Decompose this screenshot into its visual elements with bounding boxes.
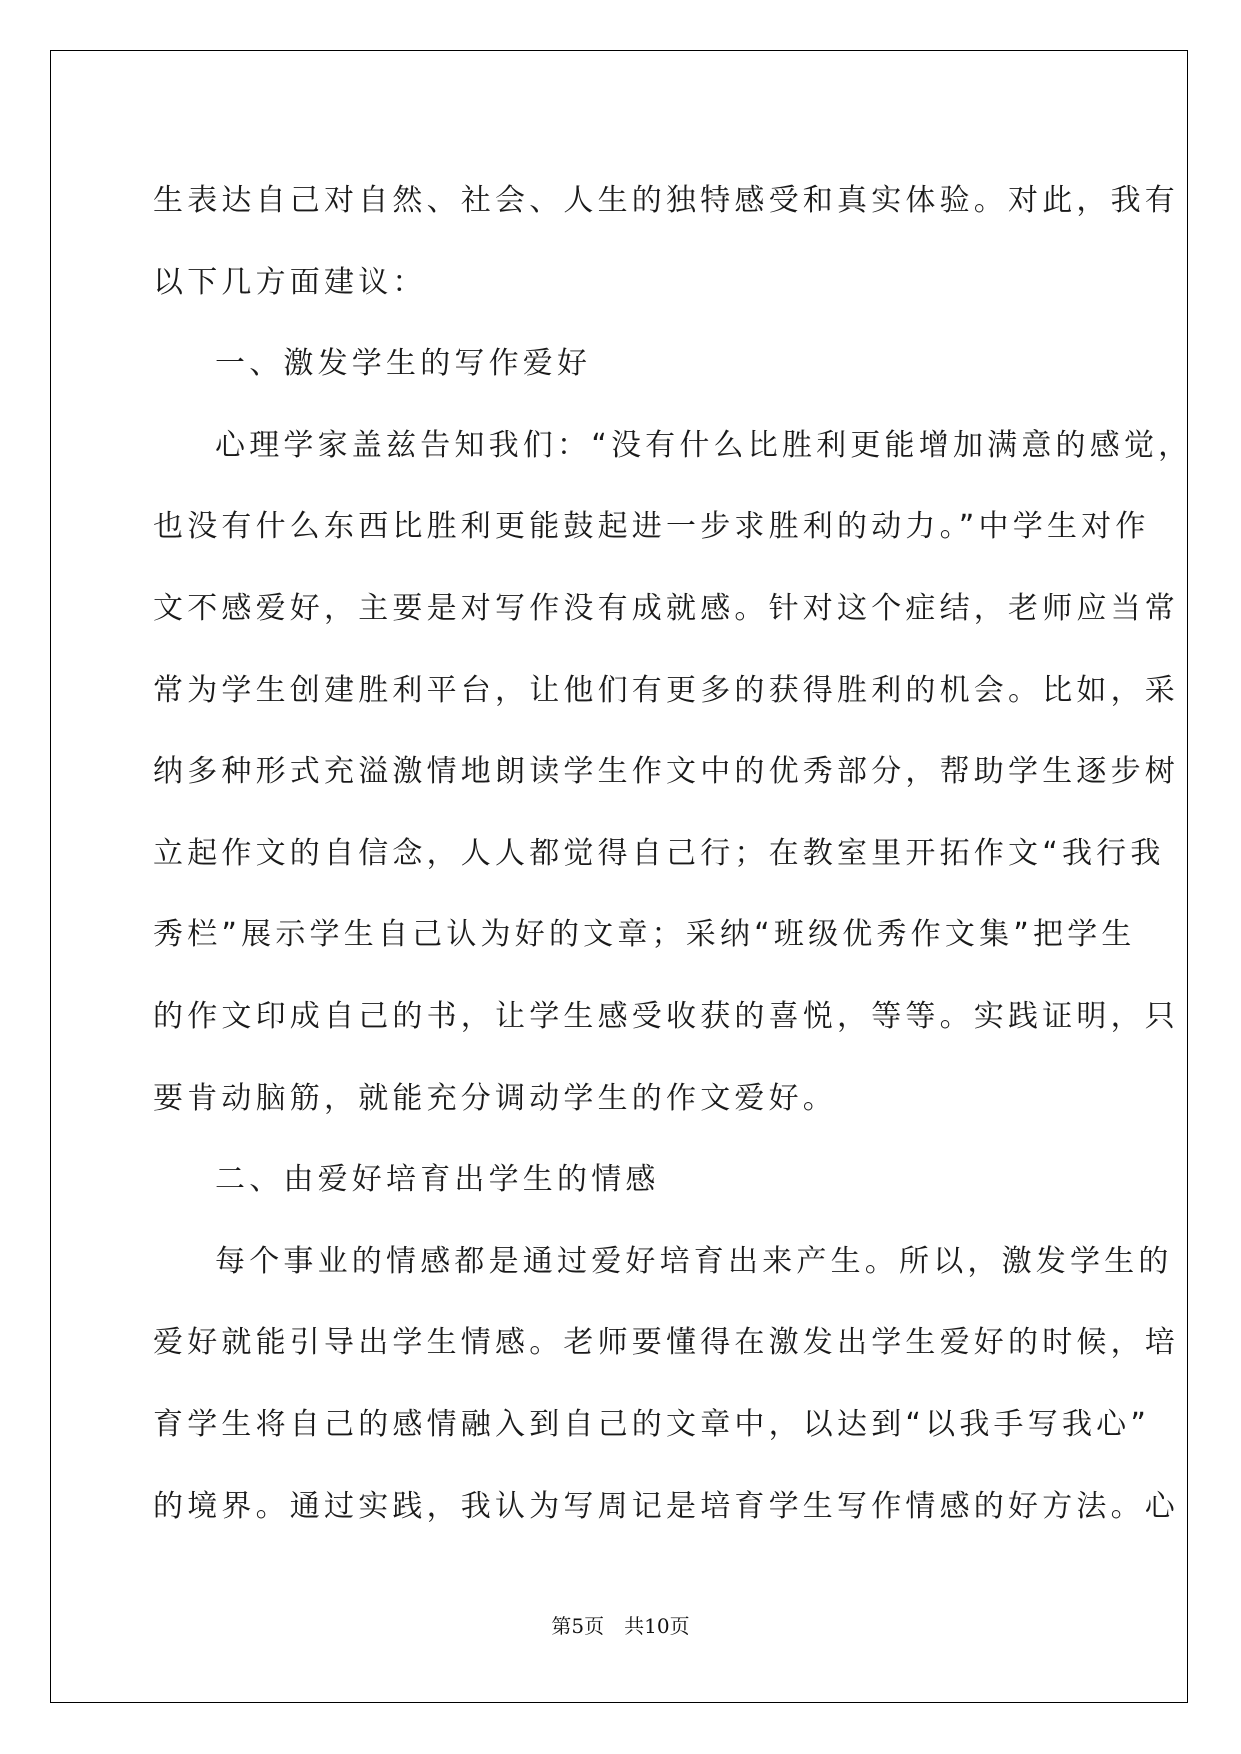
- text-line: 要肯动脑筋，就能充分调动学生的作文爱好。: [153, 1080, 837, 1116]
- text-line: 爱好就能引导出学生情感。老师要懂得在激发出学生爱好的时候，培: [153, 1325, 1179, 1361]
- text-line: 文不感爱好，主要是对写作没有成就感。针对这个症结，老师应当常: [153, 590, 1179, 626]
- page-number: 第5页 共10页: [551, 1614, 690, 1638]
- text-line: 秀栏”展示学生自己认为好的文章；采纳“班级优秀作文集”把学生: [153, 917, 1136, 953]
- text-line: 也没有什么东西比胜利更能鼓起进一步求胜利的动力。”中学生对作: [153, 509, 1150, 545]
- section-heading: 一、激发学生的写作爱好: [215, 346, 592, 382]
- document-body: [153, 160, 1193, 1547]
- text-line: 每个事业的情感都是通过爱好培育出来产生。所以，激发学生的: [215, 1243, 1173, 1279]
- text-line: 育学生将自己的感情融入到自己的文章中，以达到“以我手写我心”: [153, 1406, 1151, 1442]
- text-line: 常为学生创建胜利平台，让他们有更多的获得胜利的机会。比如，采: [153, 672, 1179, 708]
- text-line: 的作文印成自己的书，让学生感受收获的喜悦，等等。实践证明，只: [153, 998, 1179, 1034]
- text-line: 以下几方面建议：: [153, 264, 427, 300]
- text-line: 纳多种形式充溢激情地朗读学生作文中的优秀部分，帮助学生逐步树: [153, 754, 1179, 790]
- text-line: 生表达自己对自然、社会、人生的独特感受和真实体验。对此，我有: [153, 183, 1179, 218]
- section-heading: 二、由爱好培育出学生的情感: [215, 1162, 660, 1198]
- text-line: 的境界。通过实践，我认为写周记是培育学生写作情感的好方法。心: [153, 1488, 1179, 1524]
- text-line: 立起作文的自信念，人人都觉得自己行；在教室里开拓作文“我行我: [153, 835, 1165, 871]
- text-line: 心理学家盖兹告知我们：“没有什么比胜利更能增加满意的感觉，: [215, 427, 1193, 463]
